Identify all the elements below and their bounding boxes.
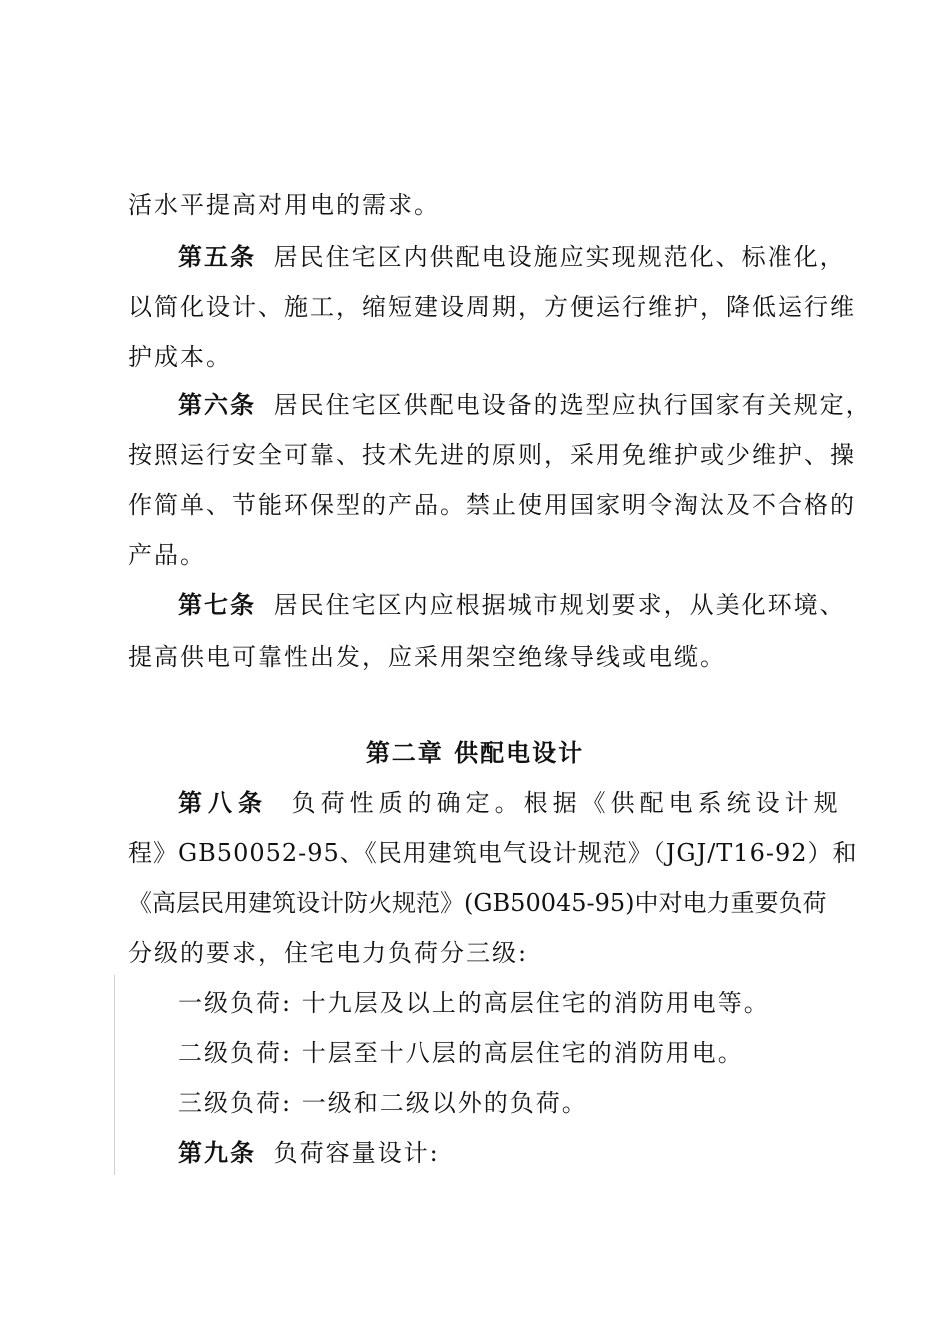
paragraph-line: 护成本。 (128, 343, 232, 371)
paragraph-line: 产品。 (128, 541, 206, 569)
paragraph-line: 以简化设计、施工，缩短建设周期，方便运行维护，降低运行维 (128, 293, 856, 321)
article-7-text: 居民住宅区内应根据城市规划要求，从美化环境、 (273, 591, 846, 619)
paragraph-line: 分级的要求，住宅电力负荷分三级: (128, 939, 529, 967)
article-8-first-line (178, 788, 843, 818)
paragraph-line: 作简单、节能环保型的产品。禁止使用国家明令淘汰及不合格的 (128, 491, 856, 519)
paragraph-line: 活水平提高对用电的需求。 (128, 191, 440, 219)
paragraph-line: 《高层民用建筑设计防火规范》(GB50045-95)中对电力重要负荷 (128, 889, 827, 917)
article-8-text: 负荷性质的确定。根据《供配电系统设计规 (291, 789, 843, 817)
article-7-heading: 第七条 (178, 591, 256, 619)
load-level-3: 三级负荷: 一级和二级以外的负荷。 (178, 1089, 588, 1117)
paragraph-line: 程》GB50052-95、《民用建筑电气设计规范》（JGJ/T16-92）和 (128, 839, 858, 867)
article-9-text: 负荷容量设计: (273, 1139, 440, 1167)
paragraph-line: 按照运行安全可靠、技术先进的原则，采用免维护或少维护、操 (128, 441, 856, 469)
paragraph-line: 提高供电可靠性出发，应采用架空绝缘导线或电缆。 (128, 643, 726, 671)
article-9-heading: 第九条 (178, 1139, 256, 1167)
article-5-heading: 第五条 (178, 243, 256, 271)
load-level-2: 二级负荷: 十层至十八层的高层住宅的消防用电。 (178, 1039, 744, 1067)
article-6-heading: 第六条 (178, 391, 256, 419)
article-5-text: 居民住宅区内供配电设施应实现规范化、标准化， (273, 243, 846, 271)
margin-rule (114, 975, 115, 1175)
article-7-first-line (178, 590, 846, 620)
article-8-heading: 第八条 (178, 789, 268, 817)
load-level-1: 一级负荷: 十九层及以上的高层住宅的消防用电等。 (178, 989, 770, 1017)
article-9-first-line (178, 1138, 440, 1168)
article-6-text: 居民住宅区供配电设备的选型应执行国家有关规定， (273, 391, 872, 419)
chapter-title: 第二章 供配电设计 (365, 739, 585, 767)
article-5-first-line (178, 242, 846, 272)
article-6-first-line (178, 390, 872, 420)
